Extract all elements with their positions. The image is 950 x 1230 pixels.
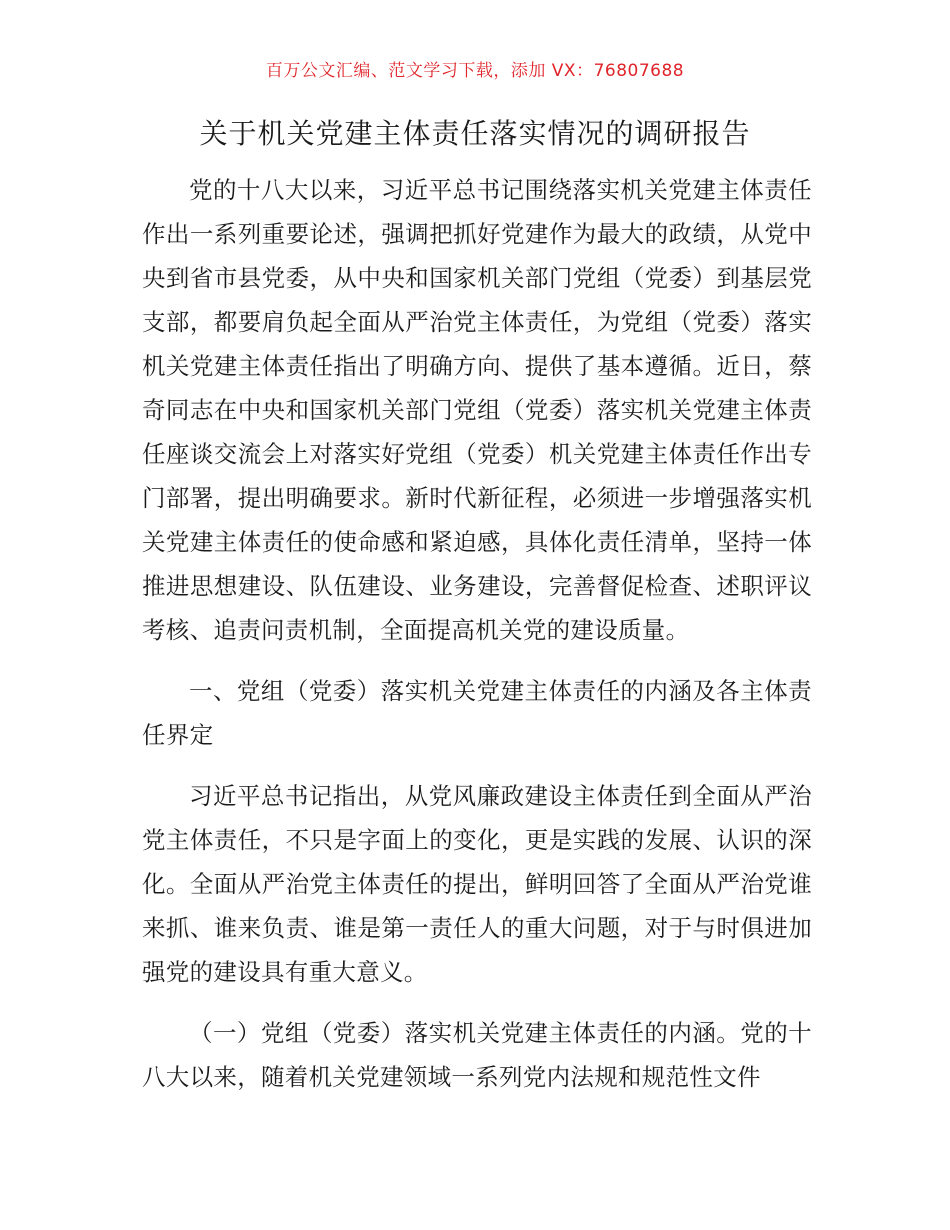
paragraph-intro: 党的十八大以来，习近平总书记围绕落实机关党建主体责任作出一系列重要论述，强调把抓好党建作为最大的政绩，从党中央到省市县党委，从中央和国家机关部门党组（党委）到基层党支部，都要肩负起全面从严治党主体责任，为党组（党委）落实机关党建主体责任指出了明确方向、提供了基本遵循。近日，蔡奇同志在中央和国家机关部门党组（党委）落实机关党建主体责任座谈交流会上对落实好党组（党委）机关党建主体责任作出专门部署，提出明确要求。新时代新征程，必须进一步增强落实机关党建主体责任的使命感和紧迫感，具体化责任清单，坚持一体推进思想建设、队伍建设、业务建设，完善督促检查、述职评议考核、追责问责机制，全面提高机关党的建设质量。 xyxy=(142,176,812,644)
section-heading-1: 一、党组（党委）落实机关党建主体责任的内涵及各主体责任界定 xyxy=(142,677,812,749)
paragraph-subsection-1: （一）党组（党委）落实机关党建主体责任的内涵。党的十八大以来，随着机关党建领域一系列党内法规和规范性文件 xyxy=(142,1019,812,1091)
document-body xyxy=(142,168,812,1116)
paragraph-section-1: 习近平总书记指出，从党风廉政建设主体责任到全面从严治党主体责任，不只是字面上的变化，更是实践的发展、认识的深化。全面从严治党主体责任的提出，鲜明回答了全面从严治党谁来抓、谁来负责、谁是第一责任人的重大问题，对于与时俱进加强党的建设具有重大意义。 xyxy=(142,782,812,986)
document-title: 关于机关党建主体责任落实情况的调研报告 xyxy=(199,117,751,150)
watermark-banner: 百万公文汇编、范文学习下载，添加 VX：76807688 xyxy=(265,61,685,81)
